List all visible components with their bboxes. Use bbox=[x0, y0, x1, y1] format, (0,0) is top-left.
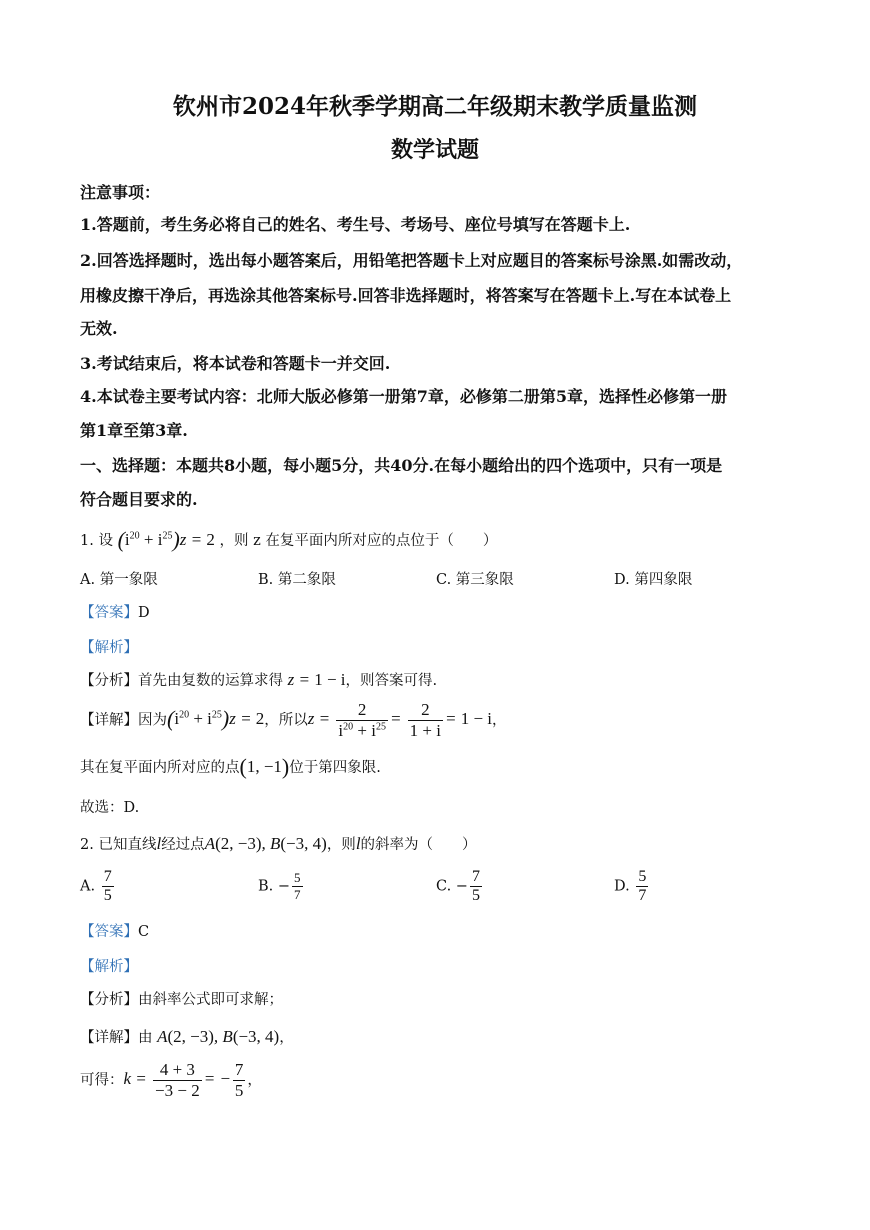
question-1-option-a: A. 第一象限 bbox=[80, 572, 158, 588]
notice-item-2-line-1: 2.回答选择题时，选出每小题答案后，用铅笔把答题卡上对应题目的答案标号涂黑.如需改动， bbox=[80, 251, 743, 270]
question-2-option-a: A. $\frac{7}{5}$ bbox=[80, 868, 112, 904]
question-2-option-d: D. $\frac{5}{7}$ bbox=[614, 868, 647, 904]
question-1-point: (1, −1) bbox=[239, 754, 290, 779]
section-heading-line-2: 符合题目要求的. bbox=[80, 490, 198, 509]
question-1-detail: 【详解】因为$(i^{20} + i^{25})z = 2$，所以z = $\frac{2}{i^{20} + i^{25}}$ = $\frac{2}{1 + i}$ = 1 − i， bbox=[80, 700, 507, 740]
section-heading-line-1: 一、选择题：本题共8小题，每小题5分，共40分.在每小题给出的四个选项中，只有一项是 bbox=[80, 456, 723, 475]
question-1-answer: 【答案】D bbox=[80, 605, 150, 621]
question-2-stem: 2. 已知直线l经过点A(2, −3), B(−3, 4)，则l的斜率为（ ） bbox=[80, 834, 477, 853]
exam-title: 钦州市2024年秋季学期高二年级期末教学质量监测 bbox=[172, 93, 697, 120]
notice-item-4-line-2: 第1章至第3章. bbox=[80, 421, 188, 440]
question-1-formula: $(i^{20} + i^{25})z = 2$ bbox=[117, 527, 215, 552]
question-2-points: A(2, −3), B(−3, 4) bbox=[204, 834, 327, 853]
notice-item-1: 1.答题前，考生务必将自己的姓名、考生号、考场号、座位号填写在答题卡上. bbox=[80, 215, 631, 234]
question-2-detail: 【详解】由 A(2, −3), B(−3, 4)， bbox=[80, 1027, 294, 1046]
question-1-option-d: D. 第四象限 bbox=[614, 572, 693, 588]
question-1-stem: 1. 设 $(i^{20} + i^{25})z = 2$ ，则 z 在复平面内所对应的点位于（ ） bbox=[80, 527, 498, 552]
question-2-answer: 【答案】C bbox=[80, 924, 150, 940]
question-1-conclusion: 故选：D. bbox=[80, 800, 140, 816]
question-2-option-b: B. − $\frac{5}{7}$ bbox=[258, 870, 301, 902]
question-1-detail-formula-1: $(i^{20} + i^{25})z = 2$ bbox=[167, 706, 265, 732]
notice-item-2-line-3: 无效. bbox=[80, 319, 118, 338]
question-1-option-b: B. 第二象限 bbox=[258, 572, 336, 588]
notice-item-4-line-1: 4.本试卷主要考试内容：北师大版必修第一册第7章，必修第二册第5章，选择性必修第一册 bbox=[80, 387, 727, 406]
question-2-analysis-tag: 【解析】 bbox=[80, 959, 138, 975]
notice-item-2-line-2: 用橡皮擦干净后，再选涂其他答案标号.回答非选择题时，将答案写在答题卡上.写在本试卷上 bbox=[80, 286, 732, 305]
question-1-analysis-tag: 【解析】 bbox=[80, 640, 138, 656]
notice-item-3: 3.考试结束后，将本试卷和答题卡一并交回. bbox=[80, 354, 391, 373]
question-1-option-c: C. 第三象限 bbox=[436, 572, 514, 588]
question-1-fenxi-formula: z = 1 − i bbox=[287, 670, 346, 689]
notice-heading: 注意事项： bbox=[80, 183, 161, 202]
question-1-detail-line-2: 其在复平面内所对应的点(1, −1)位于第四象限. bbox=[80, 754, 381, 779]
question-2-result: 可得：k = $\frac{4 + 3}{-3 - 2}$ = − $\frac{7}{5}$ ， bbox=[80, 1060, 262, 1100]
question-1-detail-formula-2: z = $\frac{2}{i^{20} + i^{25}}$ = $\frac{2}{1 + i}$ = 1 − i bbox=[307, 700, 493, 740]
question-2-slope-formula: k = $\frac{4 + 3}{-3 - 2}$ = − $\frac{7}{5}$ bbox=[123, 1060, 244, 1100]
question-2-fenxi: 【分析】由斜率公式即可求解； bbox=[80, 992, 283, 1008]
question-2-detail-points: A(2, −3), B(−3, 4) bbox=[157, 1027, 280, 1046]
question-1-fenxi: 【分析】首先由复数的运算求得 z = 1 − i，则答案可得. bbox=[80, 670, 438, 689]
question-2-option-c: C. − $\frac{7}{5}$ bbox=[436, 868, 480, 904]
exam-subtitle: 数学试题 bbox=[390, 137, 479, 163]
